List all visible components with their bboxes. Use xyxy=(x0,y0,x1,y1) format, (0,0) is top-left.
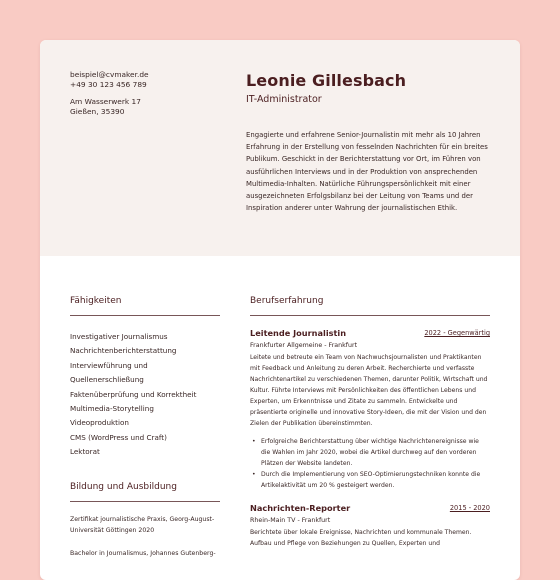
job-header xyxy=(250,503,490,515)
job-bullet-list xyxy=(250,436,490,491)
experience-divider xyxy=(250,315,490,316)
skill-item: CMS (WordPress und Craft) xyxy=(70,432,167,442)
resume-header xyxy=(40,40,520,256)
job-company: Rhein-Main TV - Frankfurt xyxy=(250,517,331,524)
skill-item: Faktenüberprüfung und Korrektheit xyxy=(70,389,197,399)
education-divider xyxy=(70,501,220,502)
person-name: Leonie Gillesbach xyxy=(246,71,407,90)
job-description: Berichtete über lokale Ereignisse, Nachrichten und kommunale Themen. Aufbau und Pflege von Beziehungen zu Quellen, Experten und xyxy=(250,529,472,547)
contact-block xyxy=(70,70,149,116)
job-company: Frankfurter Allgemeine - Frankfurt xyxy=(250,342,358,349)
education-heading: Bildung und Ausbildung xyxy=(70,481,177,492)
profile-summary: Engagierte und erfahrene Senior-Journalistin mit mehr als 10 Jahren Erfahrung in der Erstellung von fesselnden Nachrichten für ein breites Publikum. Geschickt in der Berichterstattung vor Ort, im Führen von ausführlichen Interviews und in der Produktion von ansprechenden Multimedia-Inhalten. Natürliche Führungspersönlichkeit mit einer ausgezeichneten Erfolgsbilanz bei der Leitung von Teams und der Inspiration anderer unter Wahrung der journalistischen Ethik. xyxy=(246,131,488,213)
contact-phone: +49 30 123 456 789 xyxy=(70,79,147,89)
education-item: Bachelor in Journalismus, Johannes Gutenberg- xyxy=(70,549,216,557)
job-date: 2015 - 2020 xyxy=(449,504,490,512)
job-bullet: • Durch die Implementierung von SEO-Optimierungstechniken konnte die Artikelaktivität um 20 % gesteigert werden. xyxy=(250,469,490,491)
skills-divider xyxy=(70,315,220,316)
skill-item: Interviewführung und xyxy=(70,360,148,370)
job-entry xyxy=(250,503,490,549)
contact-gap xyxy=(70,89,149,97)
skills-heading: Fähigkeiten xyxy=(70,296,122,306)
resume-card xyxy=(40,40,520,580)
skill-item: Nachrichtenberichterstattung xyxy=(70,346,177,356)
contact-email: beispiel@cvmaker.de xyxy=(70,70,149,79)
experience-heading: Berufserfahrung xyxy=(250,296,324,306)
job-title: Nachrichten-Reporter xyxy=(250,503,351,513)
job-header xyxy=(250,328,490,340)
skill-item: Multimedia-Storytelling xyxy=(70,404,154,414)
job-description: Leitete und betreute ein Team von Nachwuchsjournalisten und Praktikanten mit Feedback und Anleitung zu deren Arbeit. Recherchierte und verfasste Nachrichtenartikel zu verschiedenen Themen, darunter Politik, Wirtschaft und Kultur. Führte Interviews mit Persönlichkeiten des öffentlichen Lebens und Experten, um Erkenntnisse und Zitate zu sammeln. Entwickelte und präsentierte originelle und innovative Story-Ideen, die mit der Vision und den Zielen der Publikation übereinstimmten. xyxy=(250,354,488,427)
left-column xyxy=(70,296,220,559)
job-entry xyxy=(250,328,490,491)
contact-street: Am Wasserwerk 17 xyxy=(70,97,141,106)
education-item: Zertifikat journalistische Praxis, Georg-August-Universität Göttingen 2020 xyxy=(70,515,215,534)
skill-item: Quellenerschließung xyxy=(70,375,144,385)
right-column xyxy=(250,296,490,549)
person-role: IT-Administrator xyxy=(246,94,322,105)
skill-item: Videoproduktion xyxy=(70,418,129,428)
skill-item: Lektorat xyxy=(70,447,100,457)
job-bullet: • Erfolgreiche Berichterstattung über wichtige Nachrichtenereignisse wie die Wahlen im Jahr 2020, wobei die Artikel durchweg auf den vorderen Plätzen der Website landeten. xyxy=(250,436,490,469)
contact-city: Gießen, 35390 xyxy=(70,106,125,116)
job-date: 2022 - Gegenwärtig xyxy=(424,329,490,337)
skill-item: Investigativer Journalismus xyxy=(70,332,168,341)
job-title: Leitende Journalistin xyxy=(250,328,347,338)
skills-list xyxy=(70,330,220,460)
